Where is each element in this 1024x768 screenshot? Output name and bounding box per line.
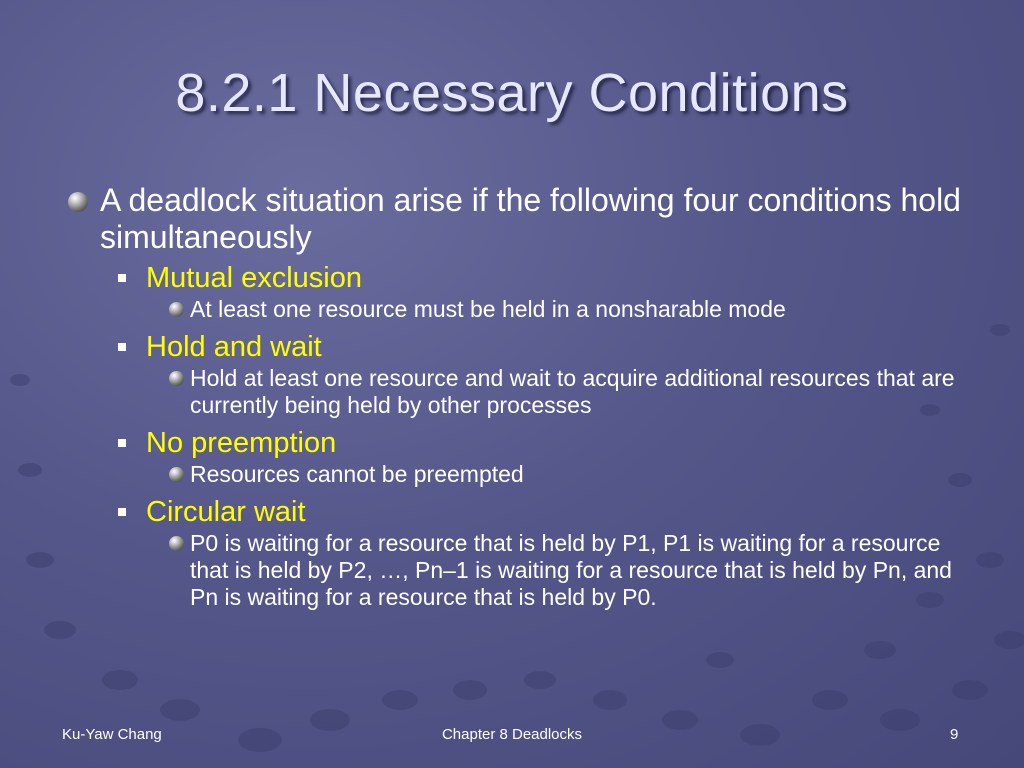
condition-name: No preemption	[146, 427, 337, 459]
condition-detail	[62, 296, 982, 323]
footer-author: Ku-Yaw Chang	[62, 726, 162, 743]
sphere-bullet-icon	[169, 467, 184, 482]
condition-detail	[62, 461, 982, 488]
condition-detail	[62, 530, 982, 611]
condition-item	[62, 494, 982, 530]
condition-detail-text: Resources cannot be preempted	[190, 461, 524, 487]
sphere-bullet-icon	[169, 536, 184, 551]
intro-text: A deadlock situation arise if the following four conditions hold simultaneously	[100, 182, 961, 255]
slide-title: 8.2.1 Necessary Conditions	[175, 63, 849, 123]
sphere-bullet-icon	[68, 192, 88, 212]
square-bullet-icon	[118, 508, 126, 516]
intro-bullet	[62, 182, 982, 256]
footer-chapter: Chapter 8 Deadlocks	[441, 726, 583, 743]
square-bullet-icon	[118, 439, 126, 447]
square-bullet-icon	[118, 343, 126, 351]
condition-item	[62, 260, 982, 296]
condition-detail-text: Hold at least one resource and wait to acquire additional resources that are currently being held by other processes	[190, 365, 955, 418]
slide-content	[62, 182, 982, 617]
condition-name: Hold and wait	[146, 331, 322, 363]
square-bullet-icon	[118, 274, 126, 282]
sphere-bullet-icon	[169, 302, 184, 317]
condition-item	[62, 329, 982, 365]
sphere-bullet-icon	[169, 371, 184, 386]
condition-name: Circular wait	[146, 496, 306, 528]
condition-name: Mutual exclusion	[146, 262, 362, 294]
footer-page-number: 9	[950, 726, 959, 743]
condition-item	[62, 425, 982, 461]
condition-detail-text: At least one resource must be held in a nonsharable mode	[190, 296, 786, 322]
condition-detail-text: P0 is waiting for a resource that is held by P1, P1 is waiting for a resource that is held by P2, …, Pn–1 is waiting for a resource that is held by Pn, and Pn is waiting for a resource that is held by P0.	[190, 530, 952, 610]
condition-detail	[62, 365, 982, 419]
